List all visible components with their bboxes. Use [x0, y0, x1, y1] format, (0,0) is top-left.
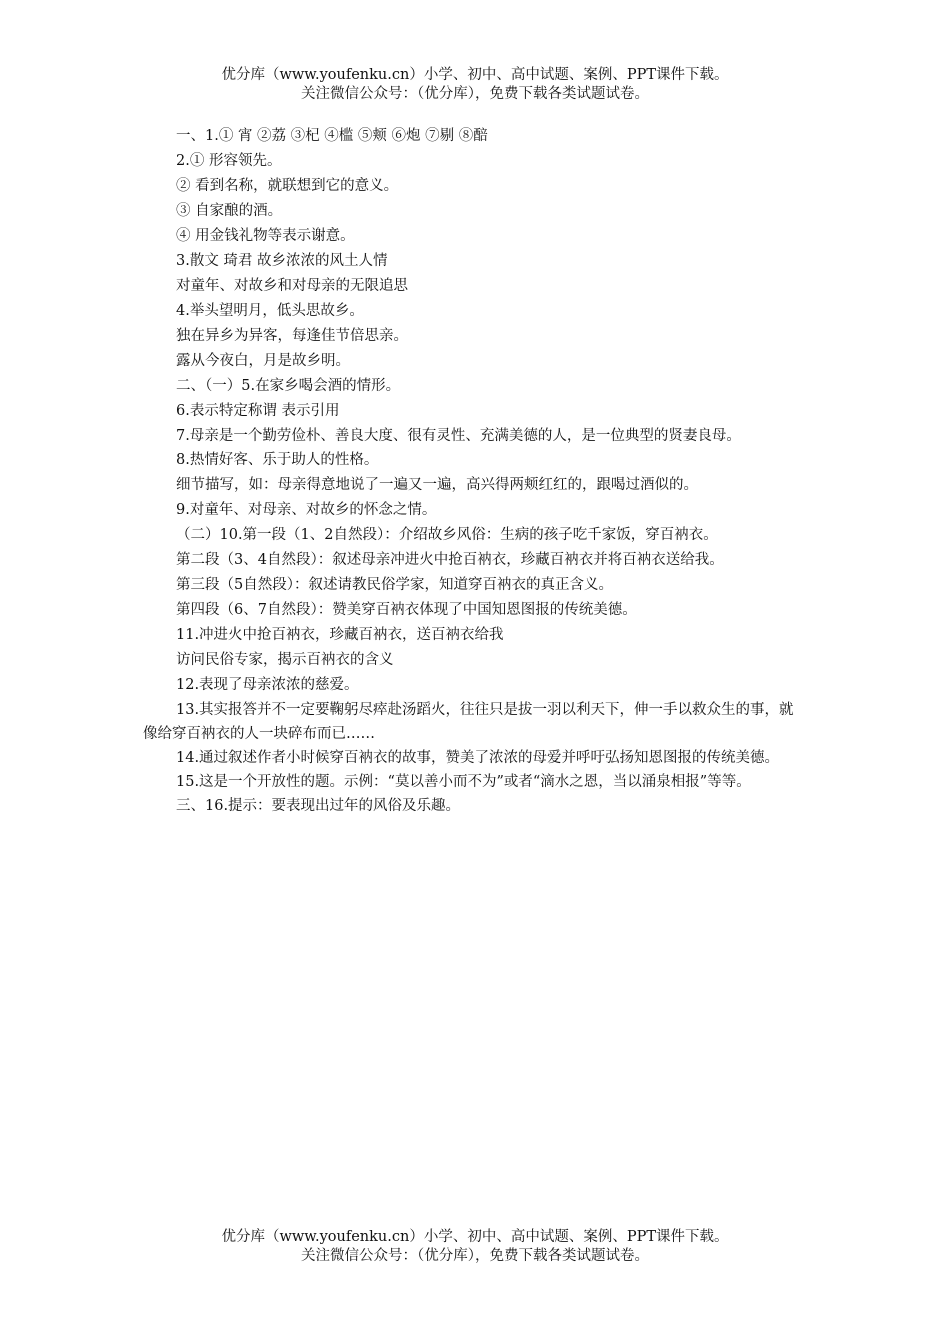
page-footer	[0, 1228, 950, 1266]
answer-line: 第四段（6、7自然段）：赞美穿百衲衣体现了中国知恩图报的传统美德。	[176, 602, 637, 618]
answer-line: 访问民俗专家，揭示百衲衣的含义	[176, 652, 394, 668]
answer-line: 3.散文 琦君 故乡浓浓的风土人情	[176, 253, 388, 269]
answer-line: 2.① 形容领先。	[176, 153, 282, 169]
footer-line-1: 优分库（www.youfenku.cn）小学、初中、高中试题、案例、PPT课件下载。	[221, 1229, 729, 1245]
answer-line: 9.对童年、对母亲、对故乡的怀念之情。	[176, 502, 437, 518]
page-header	[0, 66, 950, 104]
footer-line-2: 关注微信公众号：（优分库），免费下载各类试题试卷。	[301, 1248, 649, 1264]
header-line-1: 优分库（www.youfenku.cn）小学、初中、高中试题、案例、PPT课件下载。	[221, 67, 729, 83]
answer-line: ② 看到名称，就联想到它的意义。	[176, 178, 399, 194]
header-line-2: 关注微信公众号：（优分库），免费下载各类试题试卷。	[301, 86, 649, 102]
answer-line: 15.这是一个开放性的题。示例：“莫以善小而不为”或者“滴水之恩，当以涌泉相报”等等。	[176, 774, 751, 790]
answer-body	[143, 124, 808, 819]
answer-line: 13.其实报答并不一定要鞠躬尽瘁赴汤蹈火，往往只是拔一羽以利天下，伸一手以救众生的事，就像给穿百衲衣的人一块碎布而已……	[143, 702, 794, 742]
answer-line: 7.母亲是一个勤劳俭朴、善良大度、很有灵性、充满美德的人，是一位典型的贤妻良母。	[176, 428, 741, 444]
answer-line: 8.热情好客、乐于助人的性格。	[176, 452, 379, 468]
answer-line: 14.通过叙述作者小时候穿百衲衣的故事，赞美了浓浓的母爱并呼吁弘扬知恩图报的传统美德。	[176, 750, 780, 766]
answer-line: 11.冲进火中抢百衲衣，珍藏百衲衣，送百衲衣给我	[176, 627, 504, 643]
answer-line: 三、16.提示：要表现出过年的风俗及乐趣。	[176, 798, 461, 814]
answer-line: （二）10.第一段（1、2自然段）：介绍故乡风俗：生病的孩子吃千家饭，穿百衲衣。	[176, 527, 718, 543]
answer-line: ④ 用金钱礼物等表示谢意。	[176, 228, 355, 244]
answer-line: 独在异乡为异客，每逢佳节倍思亲。	[176, 328, 408, 344]
answer-line: 对童年、对故乡和对母亲的无限追思	[176, 278, 408, 294]
answer-line: 12.表现了母亲浓浓的慈爱。	[176, 677, 359, 693]
answer-line: 6.表示特定称谓 表示引用	[176, 403, 340, 419]
answer-line: 第三段（5自然段）：叙述请教民俗学家，知道穿百衲衣的真正含义。	[176, 577, 613, 593]
answer-line: ③ 自家酿的酒。	[176, 203, 283, 219]
answer-line: 4.举头望明月，低头思故乡。	[176, 303, 364, 319]
answer-line: 细节描写，如：母亲得意地说了一遍又一遍，高兴得两颊红红的，跟喝过酒似的。	[176, 477, 698, 493]
answer-line: 二、（一）5.在家乡喝会酒的情形。	[176, 378, 401, 394]
answer-line: 一、1.① 宵 ②荔 ③杞 ④槛 ⑤颊 ⑥炮 ⑦剔 ⑧醅	[176, 128, 488, 144]
answer-line: 第二段（3、4自然段）：叙述母亲冲进火中抢百衲衣，珍藏百衲衣并将百衲衣送给我。	[176, 552, 724, 568]
answer-line: 露从今夜白，月是故乡明。	[176, 353, 350, 369]
